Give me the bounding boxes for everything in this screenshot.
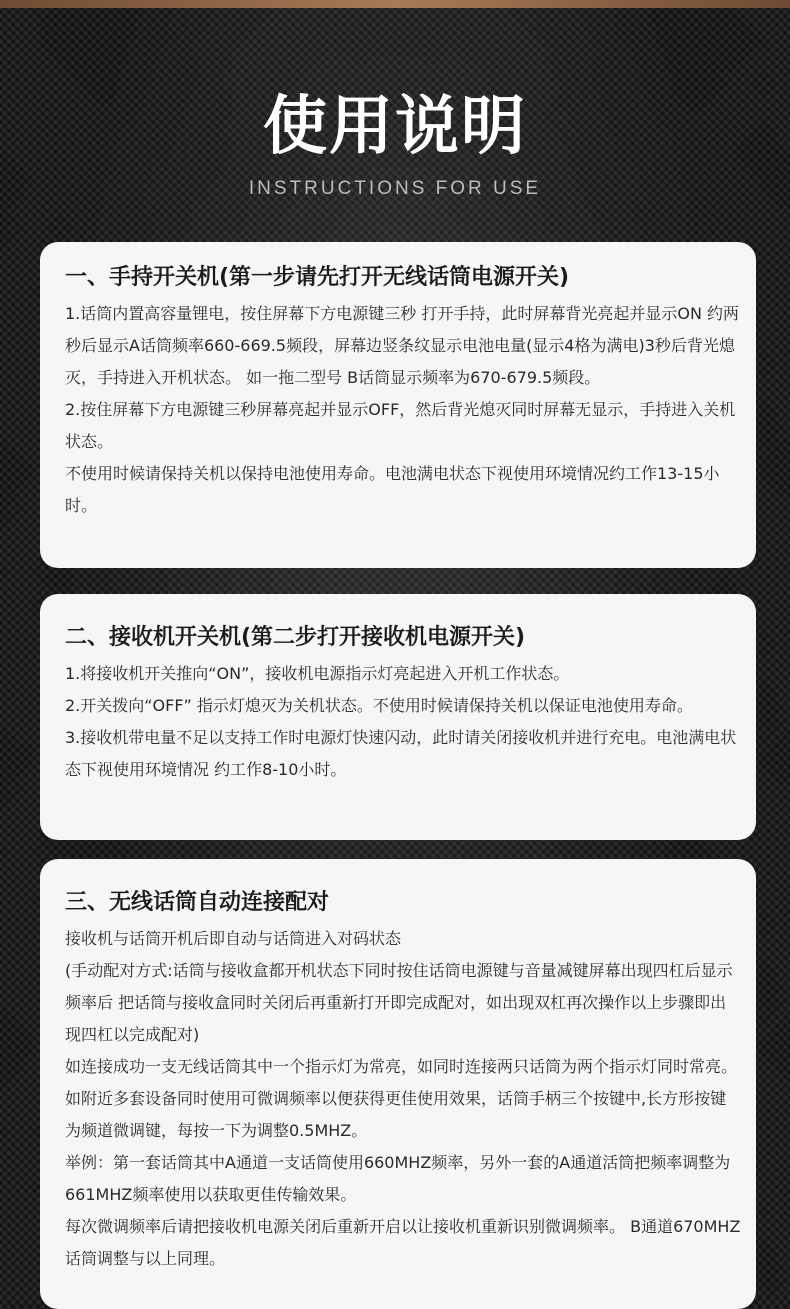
section-card-pairing	[40, 859, 756, 1309]
section-paragraph: 不使用时候请保持关机以保持电池使用寿命。电池满电状态下视使用环境情况约工作13-15小时。	[65, 464, 720, 515]
section-card-power-handheld	[40, 242, 756, 568]
section-paragraph: 2.按住屏幕下方电源键三秒屏幕亮起并显示OFF，然后背光熄灭同时屏幕无显示，手持进入关机状态。	[65, 400, 736, 451]
section-paragraph: 1.话筒内置高容量锂电，按住屏幕下方电源键三秒 打开手持，此时屏幕背光亮起并显示ON 约两秒后显示A话筒频率660-669.5频段，屏幕边竖条纹显示电池电量(显示4格为满电)3秒后背光熄灭，手持进入开机状态。 如一拖二型号 B话筒显示频率为670-679.5频段。	[65, 304, 740, 387]
section-paragraph: 3.接收机带电量不足以支持工作时电源灯快速闪动，此时请关闭接收机并进行充电。电池满电状态下视使用环境情况 约工作8-10小时。	[65, 728, 737, 779]
section-paragraph: (手动配对方式:话筒与接收盒都开机状态下同时按住话筒电源键与音量减键屏幕出现四杠后显示频率后 把话筒与接收盒同时关闭后再重新打开即完成配对，如出现双杠再次操作以上步骤即出现四杠以完成配对)	[65, 961, 733, 1044]
section-paragraph: 1.将接收机开关推向“ON”，接收机电源指示灯亮起进入开机工作状态。	[65, 664, 570, 683]
section-heading: 三、无线话筒自动连接配对	[65, 890, 330, 915]
page-subtitle: INSTRUCTIONS FOR USE	[248, 178, 542, 199]
section-paragraph: 2.开关拨向“OFF” 指示灯熄灭为关机状态。不使用时候请保持关机以保证电池使用寿命。	[65, 696, 693, 715]
page-title: 使用说明	[263, 90, 527, 164]
section-card-power-receiver	[40, 594, 756, 840]
section-paragraph: 每次微调频率后请把接收机电源关闭后重新开启以让接收机重新识别微调频率。 B通道670MHZ话筒调整与以上同理。	[65, 1217, 741, 1268]
section-heading: 二、接收机开关机(第二步打开接收机电源开关)	[65, 625, 526, 650]
top-accent-bar	[0, 0, 790, 8]
section-paragraph: 如连接成功一支无线话筒其中一个指示灯为常亮，如同时连接两只话筒为两个指示灯同时常亮。如附近多套设备同时使用可微调频率以便获得更佳使用效果，话筒手柄三个按键中,长方形按键为频道微调键，每按一下为调整0.5MHZ。	[65, 1057, 738, 1140]
section-paragraph: 接收机与话筒开机后即自动与话筒进入对码状态	[65, 929, 402, 948]
section-paragraph: 举例：第一套话筒其中A通道一支话筒使用660MHZ频率，另外一套的A通道活筒把频率调整为661MHZ频率使用以获取更佳传输效果。	[65, 1153, 731, 1204]
section-heading: 一、手持开关机(第一步请先打开无线话筒电源开关)	[65, 265, 570, 290]
